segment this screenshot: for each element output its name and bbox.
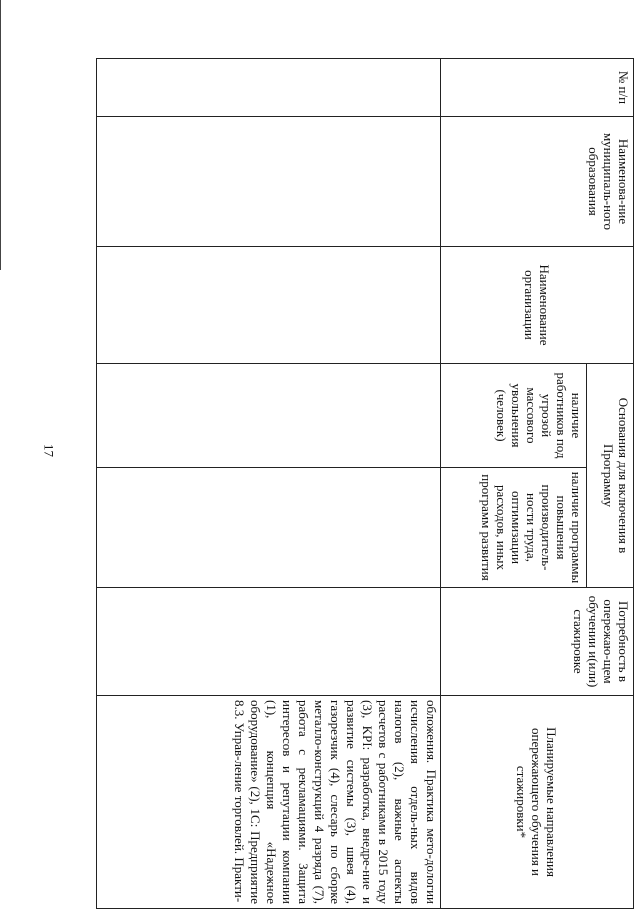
cell-program — [97, 468, 441, 588]
header-need: Потребность в опережаю-щем обучении и(или) стажировке — [441, 588, 634, 696]
header-grounds-group: Основания для включения в Программу — [587, 364, 634, 588]
header-threat: наличие работников под угрозой массового увольнения (человек) — [441, 364, 587, 468]
cell-threat — [97, 364, 441, 468]
cell-need — [97, 588, 441, 696]
cell-num — [97, 59, 441, 117]
header-program: наличие программы повышения производитель-ности труда, оптимизации расходов, иных программ развития — [441, 468, 587, 588]
header-organization: Наименование организации — [441, 247, 634, 364]
header-directions: Планируемые направления опережающего обучения и стажировки* — [441, 696, 634, 909]
rotated-table-frame — [96, 58, 634, 908]
program-table — [96, 58, 634, 909]
cell-directions: обложения. Практика мето-дологии исчисления отдель-ных видов налогов (2), важные аспекты расчетов с работниками в 2015 году (3), KPI: разработка, внедре-ние и развитие системы (3), швея (4), газорезчик (4), слесарь по сборке металло-конструкций 4 разряда (7), работа с рекламациями. Защита интересов и репутации компании (1), концепция «Надежное оборудование» (2), 1С: Предприятие 8.3. Управ-ление торговлей. Практи- — [97, 696, 441, 909]
cell-organization — [97, 247, 441, 364]
table-wrapper — [96, 58, 634, 908]
header-municipality: Наименова-ние муниципаль-ного образования — [441, 117, 634, 247]
cell-municipality — [97, 117, 441, 247]
header-num: № п/п — [441, 59, 634, 117]
table-row — [97, 59, 441, 909]
scan-edge-line — [0, 0, 1, 270]
page-number: 17 — [41, 444, 57, 457]
